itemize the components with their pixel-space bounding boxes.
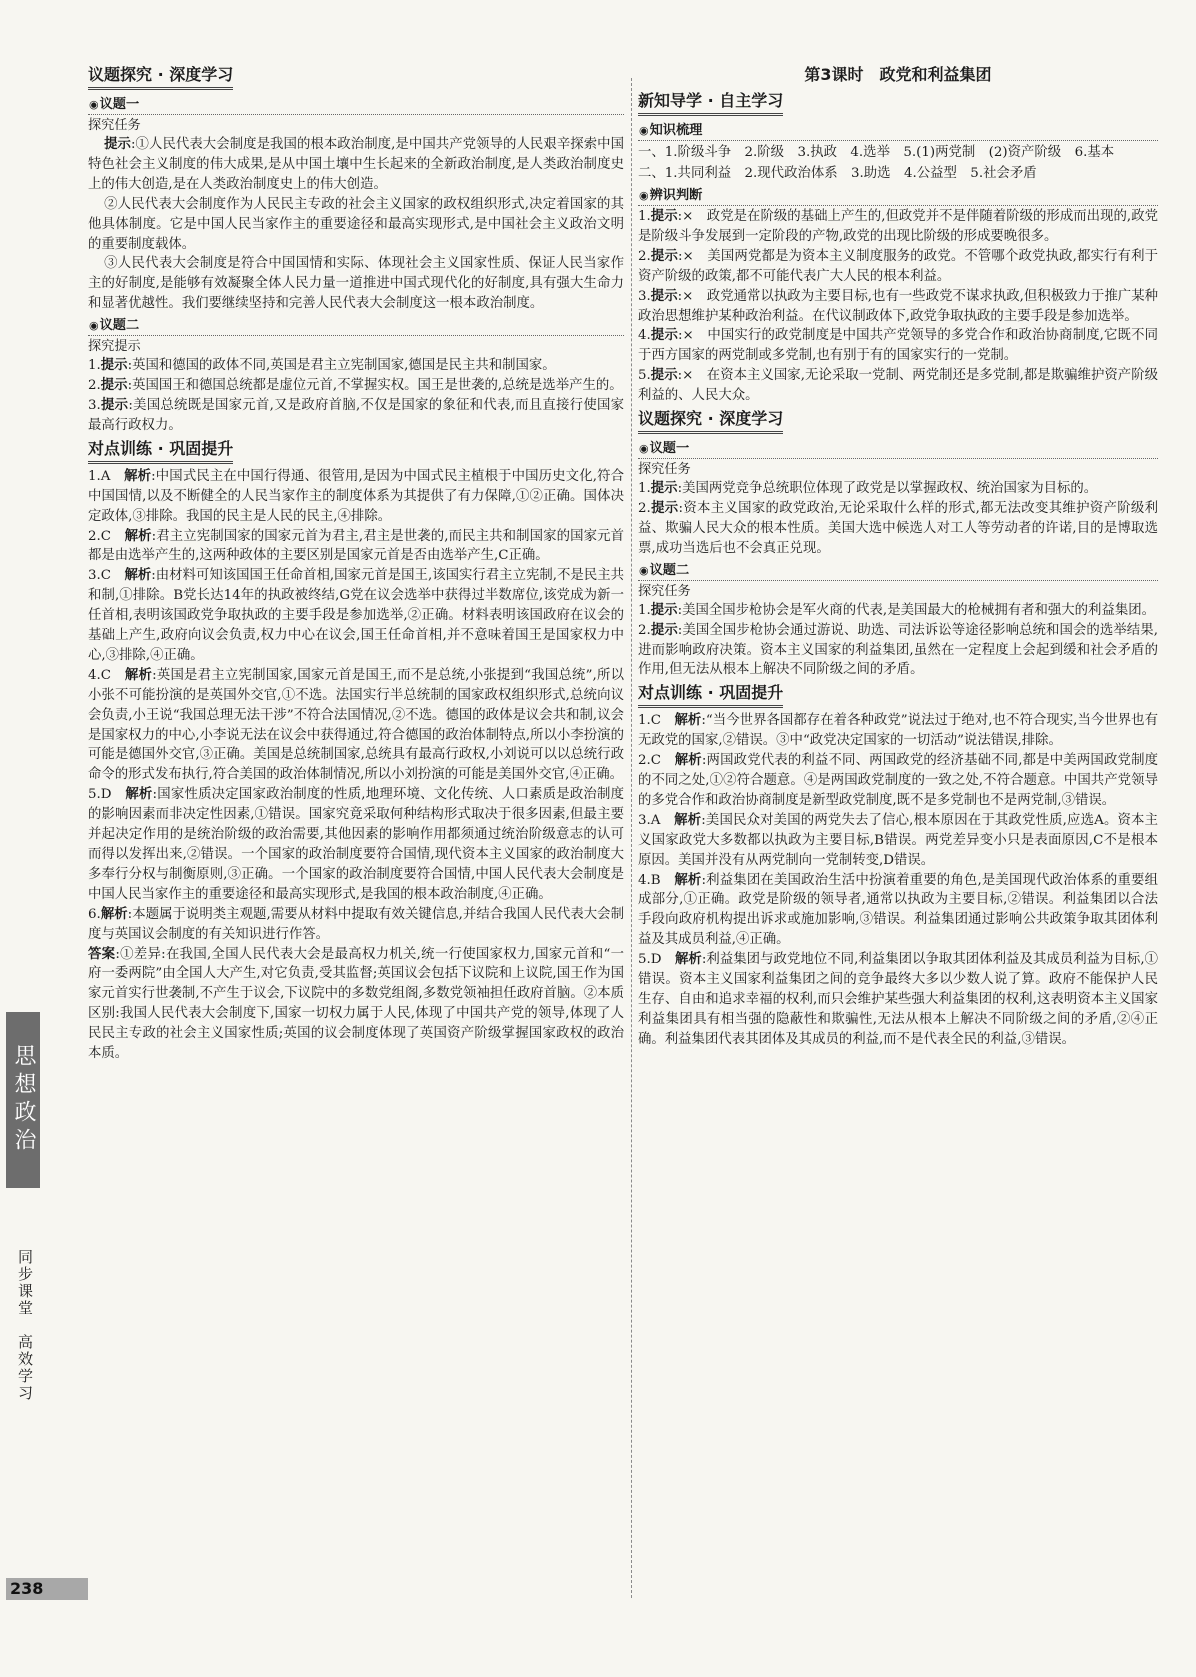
topic-heading: ◉议题二 (638, 561, 1158, 581)
answer-label: 提示 (650, 622, 678, 638)
answer-label: 解析 (100, 906, 128, 922)
section-title: 对点训练 · 巩固提升 (88, 438, 233, 464)
lesson-title: 第3课时 政党和利益集团 (804, 65, 992, 84)
answer-label: 提示 (104, 137, 131, 152)
judge-item: 2.提示:× 美国两党都是为资本主义制度服务的政党。不管哪个政党执政,都实行有利于资产阶级的政策,都不可能代表广大人民的根本利益。 (638, 248, 1159, 284)
paragraph: 1.提示:美国全国步枪协会是军火商的代表,是美国最大的枪械拥有者和强大的利益集团。 (638, 602, 1155, 618)
answer-label: 提示 (650, 500, 679, 516)
answer-item: 2.C 解析:君主立宪制国家的国家元首为君主,君主是世袭的,而民主共和制国家的国家元首都是由选举产生的,这两种政体的主要区别是国家元首是否由选举产生,C正确。 (88, 528, 624, 564)
knowledge-line: 二、1.共同利益 2.现代政治体系 3.助选 4.公益型 5.社会矛盾 (638, 166, 1037, 181)
topic-heading: ◉知识梳理 (638, 121, 1158, 141)
answer-label: 提示 (650, 368, 678, 384)
subject-tab: 思想政治 (6, 1012, 40, 1188)
paragraph: ③人民代表大会制度是符合中国国情和实际、体现社会主义国家性质、保证人民当家作主的好制度,是能够有效凝聚全体人民力量一道推进中国式现代化的好制度,具有强大生命力和显著优越性。我们要继续坚持和完善人民代表大会制度这一根本政治制度。 (88, 256, 624, 312)
answer-label: 提示 (100, 397, 129, 413)
answer-item: 6.解析:本题属于说明类主观题,需要从材料中提取有效关键信息,并结合我国人民代表大会制度与英国议会制度的有关知识进行作答。 (88, 906, 625, 942)
section-title: 议题探究 · 深度学习 (638, 408, 783, 434)
answer-label: 答案 (88, 946, 116, 962)
answer-label: 提示 (650, 328, 678, 344)
task-label: 探究任务 (638, 583, 691, 599)
answer-label: 提示 (650, 481, 678, 497)
answer-item: 3.C 解析:由材料可知该国国王任命首相,国家元首是国王,该国实行君主立宪制,不是民主共和制,①排除。B党长达14年的执政被终结,G党在议会选举中获得过半数席位,该党成为新一任首相,表明该国政党争取执政的主要手段是参加选举,②正确。材料表明该国政府在议会的基础上产生,政府向议会负责,权力中心在议会,国王任命首相,并不意味着国王是国家权力中心,③排除,④正确。 (88, 568, 625, 663)
answer-label: 提示 (650, 602, 678, 618)
answer-label: 提示 (100, 378, 128, 394)
bullet-icon: ◉ (639, 442, 649, 456)
answer-label: 解析 (674, 753, 702, 769)
bullet-icon: ◉ (639, 563, 649, 577)
answer-label: 提示 (650, 248, 678, 264)
answer-item: 4.B 解析:利益集团在美国政治生活中扮演着重要的角色,是美国现代政治体系的重要组成部分,①正确。政党是阶级的领导者,通常以执政为主要目标,②错误。利益集团以合法手段向政府机构提出诉求或施加影响,③错误。利益集团通过影响公共政策争取其团体利益及其成员利益,④正确。 (638, 872, 1159, 948)
answer-label: 解析 (124, 468, 152, 484)
column-divider (631, 78, 632, 1598)
paragraph: 1.提示:英国和德国的政体不同,英国是君主立宪制国家,德国是民主共和制国家。 (88, 358, 556, 374)
left-column (88, 62, 624, 1064)
bullet-icon: ◉ (639, 124, 649, 137)
paragraph: 2.提示:美国全国步枪协会通过游说、助选、司法诉讼等途径影响总统和国会的选举结果,进而影响政府决策。资本主义国家的利益集团,虽然在一定程度上会起到缓和社会矛盾的作用,但无法从根本上解决不同阶级之间的矛盾。 (638, 622, 1159, 678)
series-label: 同步课堂 高效学习 (16, 1248, 34, 1402)
answer-item: 5.D 解析:国家性质决定国家政治制度的性质,地理环境、文化传统、人口素质是政治制度的影响因素而非决定性因素,①错误。国家究竟采取何种结构形式取决于很多因素,但最主要并起决定作用的是统治阶级的政治需要,其他因素的影响作用都须通过统治阶级意志的认可而得以发挥出来,②错误。一个国家的政治制度要符合国情,现代资本主义国家的政治制度大多奉行分权与制衡原则,③正确。一个国家的政治制度要符合国情,中国人民代表大会制度是中国人民当家作主的重要途径和最高实现形式,是我国的根本政治制度,④正确。 (88, 787, 625, 902)
answer-label: 解析 (124, 568, 152, 584)
answer-label: 提示 (100, 358, 128, 374)
task-label: 探究任务 (638, 462, 691, 478)
topic-heading: ◉议题一 (638, 439, 1158, 459)
right-column (638, 62, 1158, 1050)
task-label: 探究提示 (88, 339, 141, 355)
paragraph: ②人民代表大会制度作为人民民主专政的社会主义国家的政权组织形式,决定着国家的其他具体制度。它是中国人民当家作主的重要途径和最高实现形式,是中国社会主义政治文明的重要制度载体。 (88, 196, 624, 252)
judge-item: 5.提示:× 在资本主义国家,无论采取一党制、两党制还是多党制,都是欺骗维护资产阶级利益的、人民大众。 (638, 368, 1159, 404)
paragraph: 3.提示:美国总统既是国家元首,又是政府首脑,不仅是国家的象征和代表,而且直接行使国家最高行政权力。 (88, 397, 625, 433)
answer-item: 4.C 解析:英国是君主立宪制国家,国家元首是国王,而不是总统,小张提到“我国总统”,所以小张不可能扮演的是英国外交官,①不选。法国实行半总统制的国家政权组织形式,总统向议会负责,小王说“我国总理无法干涉”不符合法国情况,②不选。德国的政体是议会共和制,议会是国家权力的中心,小李说无法在议会中获得通过,符合德国的政治体制特点,所以小李扮演的可能是德国外交官,③正确。美国是总统制国家,总统具有最高行政权,小刘说可以以总统行政命令的形式发布执行,符合美国的政治体制情况,所以小刘扮演的可能是美国外交官,④正确。 (88, 667, 624, 783)
answer-label: 解析 (124, 667, 153, 683)
answer-item: 1.A 解析:中国式民主在中国行得通、很管用,是因为中国式民主植根于中国历史文化,符合中国国情,以及不断健全的人民当家作主的制度体系为其提供了有力保障,①②正确。国体决定政体,③排除。我国的民主是人民的民主,④排除。 (88, 468, 625, 524)
answer-item: 1.C 解析:“当今世界各国都存在着各种政党”说法过于绝对,也不符合现实,当今世界也有无政党的国家,②错误。③中“政党决定国家的一切活动”说法错误,排除。 (638, 713, 1159, 749)
paragraph: 1.提示:美国两党竞争总统职位体现了政党是以掌握政权、统治国家为目标的。 (638, 481, 1098, 497)
answer-item: 2.C 解析:两国政党代表的利益不同、两国政党的经济基础不同,都是中美两国政党制度的不同之处,①②符合题意。④是两国政党制度的一致之处,不符合题意。中国共产党领导的多党合作和政治协商制度是新型政党制度,既不是多党制也不是两党制,③错误。 (638, 753, 1159, 808)
answer-label: 提示 (650, 288, 678, 304)
bullet-icon: ◉ (89, 98, 99, 111)
topic-heading: ◉议题一 (88, 95, 624, 115)
paragraph: 2.提示:英国国王和德国总统都是虚位元首,不掌握实权。国王是世袭的,总统是选举产生的。 (88, 378, 623, 394)
answer-label: 解析 (674, 872, 702, 888)
judge-item: 1.提示:× 政党是在阶级的基础上产生的,但政党并不是伴随着阶级的形成而出现的,政党是阶级斗争发展到一定阶段的产物,政党的出现比阶级的形成要晚很多。 (638, 209, 1159, 244)
answer-label: 提示 (650, 209, 678, 224)
answer-label: 解析 (674, 812, 702, 828)
section-title: 议题探究 · 深度学习 (88, 64, 233, 90)
answer-label: 解析 (124, 528, 152, 544)
answer-label: 解析 (125, 787, 153, 803)
topic-heading: ◉议题二 (88, 316, 624, 336)
bullet-icon: ◉ (89, 319, 99, 333)
task-label: 探究任务 (88, 118, 141, 133)
section-title: 对点训练 · 巩固提升 (638, 682, 783, 708)
knowledge-line: 一、1.阶级斗争 2.阶级 3.执政 4.选举 5.(1)两党制 (2)资产阶级 6.基本 (638, 145, 1115, 160)
page-number: 238 (6, 1578, 88, 1600)
paragraph: 提示:①人民代表大会制度是我国的根本政治制度,是中国共产党领导的人民艰辛探索中国特色社会主义制度的伟大成果,是从中国土壤中生长起来的全新政治制度,是人类政治制度史上的伟大创造,是在人类政治制度史上的伟大创造。 (88, 137, 625, 192)
paragraph: 2.提示:资本主义国家的政党政治,无论采取什么样的形式,都无法改变其维护资产阶级利益、欺骗人民大众的根本性质。美国大选中候选人对工人等劳动者的许诺,目的是博取选票,成功当选后也不会真正兑现。 (638, 500, 1158, 556)
topic-heading: ◉辨识判断 (638, 186, 1158, 206)
answer-label: 解析 (674, 713, 702, 729)
bullet-icon: ◉ (639, 189, 649, 202)
answer-item: 5.D 解析:利益集团与政党地位不同,利益集团以争取其团体利益及其成员利益为目标,①错误。资本主义国家利益集团之间的竞争最终大多以少数人说了算。政府不能保护人民生存、自由和追求幸福的权利,而只会维护某些强大利益集团的权利,这表明资本主义国家利益集团具有相当强的隐蔽性和欺骗性,无法从根本上解决不同阶级之间的矛盾,②④正确。利益集团代表其团体及其成员的利益,而不是代表全民的利益,③错误。 (638, 952, 1159, 1047)
judge-item: 3.提示:× 政党通常以执政为主要目标,也有一些政党不谋求执政,但积极致力于推广某种政治思想维护某种政治利益。在代议制政体下,政党争取执政的主要手段是参加选举。 (638, 288, 1159, 324)
section-title: 新知导学 · 自主学习 (638, 90, 783, 116)
answer-item: 3.A 解析:美国民众对美国的两党失去了信心,根本原因在于其政党性质,应选A。资本主义国家政党大多数都以执政为主要目标,B错误。两党差异变小只是表面原因,C不是根本原因。美国并没有从两党制向一党制转变,D错误。 (638, 812, 1158, 868)
answer-label: 解析 (674, 952, 702, 968)
judge-item: 4.提示:× 中国实行的政党制度是中国共产党领导的多党合作和政治协商制度,它既不同于西方国家的两党制或多党制,也有别于有的国家实行的一党制。 (638, 328, 1159, 364)
answer-item: 答案:①差异:在我国,全国人民代表大会是最高权力机关,统一行使国家权力,国家元首和“一府一委两院”由全国人大产生,对它负责,受其监督;英国议会包括下议院和上议院,国王作为国家元首实行世袭制,不产生于议会,下议院中的多数党组阁,多数党领袖担任政府首脑。②本质区别:我国人民代表大会制度下,国家一切权力属于人民,体现了中国共产党的领导,体现了人民民主专政的社会主义国家性质;英国的议会制度体现了英国资产阶级掌握国家政权的政治本质。 (88, 946, 625, 1062)
